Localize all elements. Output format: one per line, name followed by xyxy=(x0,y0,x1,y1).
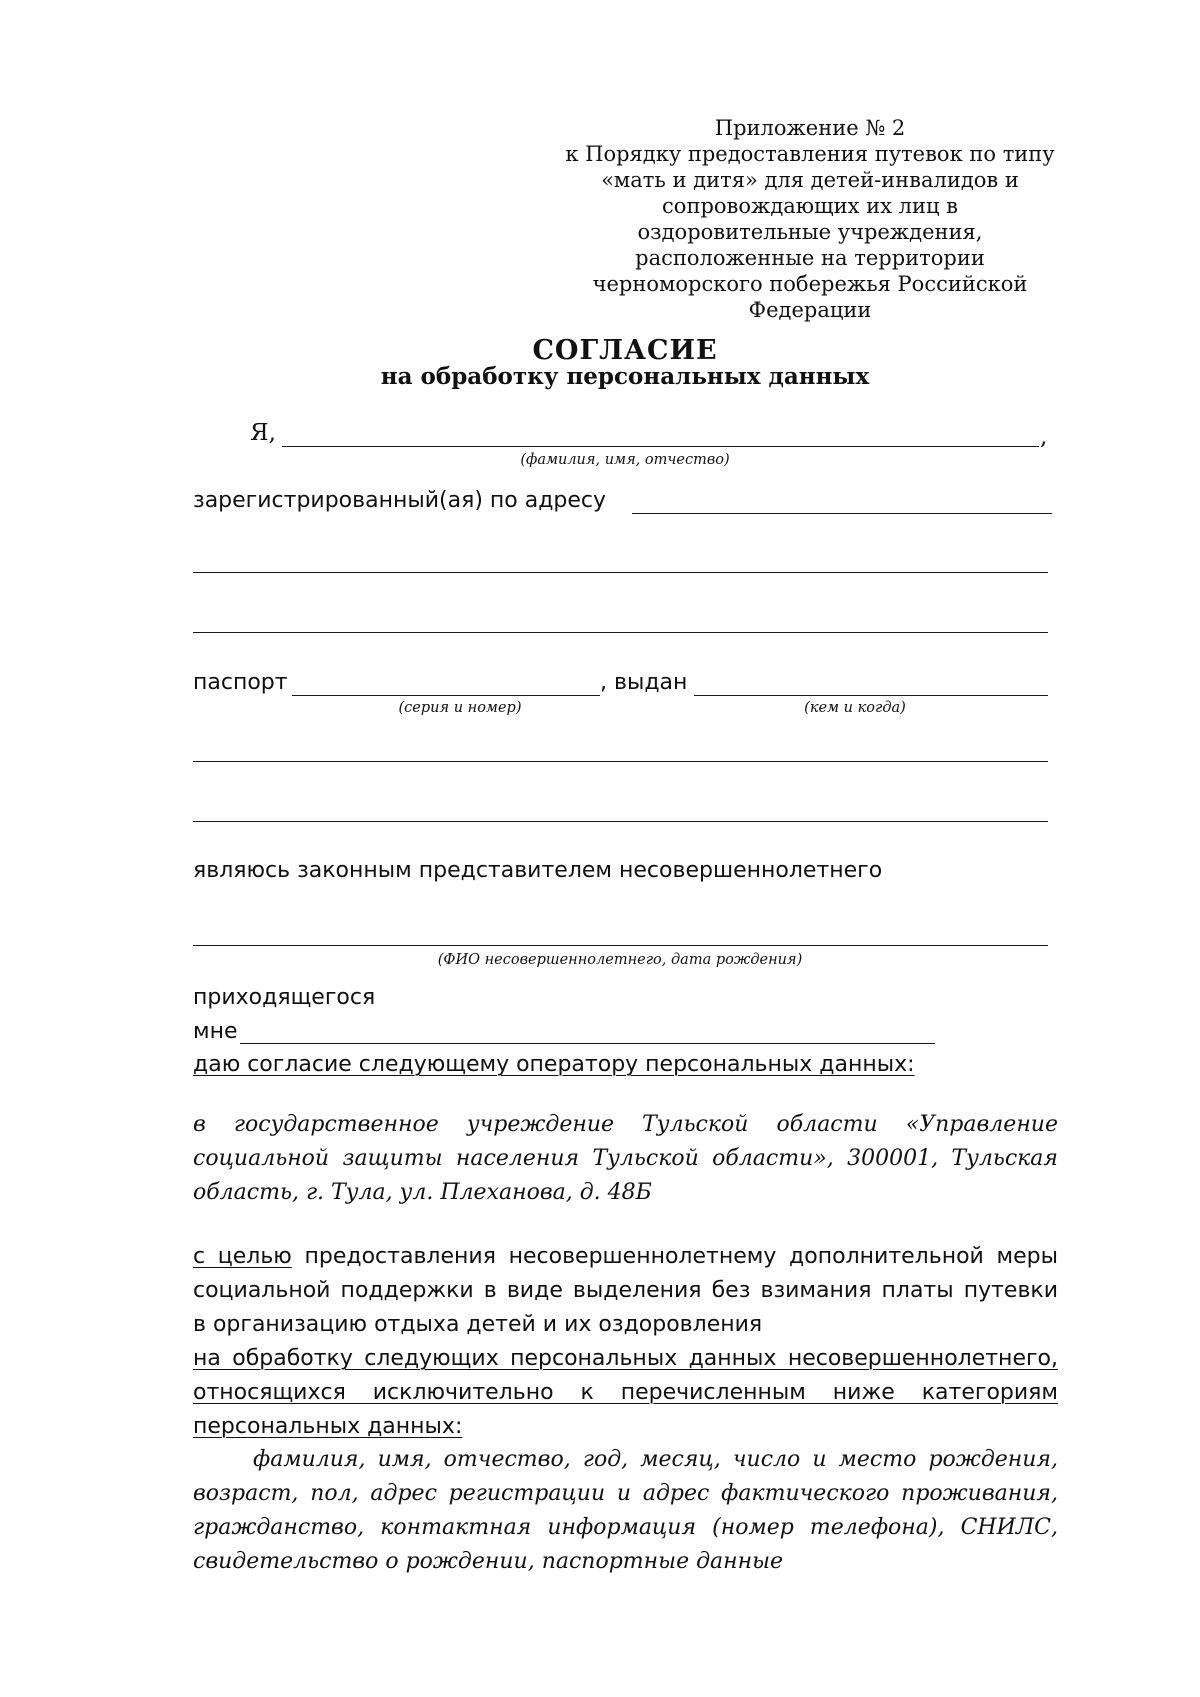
representative-label: являюсь законным представителем несовершеннолетнего xyxy=(193,858,883,883)
appendix-line: «мать и дитя» для детей-инвалидов и xyxy=(601,168,1019,192)
consent-operator-heading: даю согласие следующему оператору персональных данных: xyxy=(193,1052,915,1077)
fio-hint: (фамилия, имя, отчество) xyxy=(520,452,730,468)
operator-line: социальной защиты населения Тульской области», 300001, Тульская xyxy=(193,1146,1058,1171)
passport-label: паспорт xyxy=(193,670,288,695)
purpose-line-3: в организацию отдыха детей и их оздоровления xyxy=(193,1312,763,1337)
purpose-line-1-rest: предоставления несовершеннолетнему дополнительной меры xyxy=(291,1244,1058,1269)
passport-extra-line-1[interactable] xyxy=(193,761,1048,762)
categories-line: фамилия, имя, отчество, год, месяц, число и место рождения, xyxy=(253,1447,1058,1472)
minor-hint: (ФИО несовершеннолетнего, дата рождения) xyxy=(437,952,803,968)
categories-line: свидетельство о рождении, паспортные данные xyxy=(193,1549,784,1574)
address-field-line-2[interactable] xyxy=(193,572,1048,573)
passport-extra-line-2[interactable] xyxy=(193,821,1048,822)
categories-block xyxy=(193,1443,1058,1579)
categories-line: гражданство, контактная информация (номер телефона), СНИЛС, xyxy=(193,1515,1058,1540)
appendix-line: Федерации xyxy=(748,298,872,322)
appendix-line: оздоровительные учреждения, xyxy=(637,220,983,244)
address-field-line-1[interactable] xyxy=(632,513,1052,514)
passport-number-line[interactable] xyxy=(292,695,600,696)
categories-intro-line: персональных данных: xyxy=(193,1414,463,1439)
appendix-line: расположенные на территории xyxy=(635,246,985,270)
minor-fio-line[interactable] xyxy=(193,945,1048,946)
document-title: СОГЛАСИЕ xyxy=(532,335,718,366)
relation-label-2: мне xyxy=(193,1019,238,1044)
relation-field-line[interactable] xyxy=(240,1043,935,1044)
issued-hint: (кем и когда) xyxy=(804,700,906,716)
categories-intro-line: относящихся исключительно к перечисленным ниже категориям xyxy=(193,1380,1058,1405)
appendix-line: сопровождающих их лиц в xyxy=(662,194,958,218)
issued-by-line[interactable] xyxy=(694,695,1048,696)
purpose-line-1 xyxy=(193,1240,1058,1274)
passport-hint: (серия и номер) xyxy=(398,700,522,716)
operator-line: в государственное учреждение Тульской области «Управление xyxy=(193,1112,1058,1137)
appendix-line: Приложение № 2 xyxy=(714,116,906,140)
appendix-line: черноморского побережья Российской xyxy=(592,272,1028,296)
operator-block xyxy=(193,1108,1058,1210)
purpose-lead: с целью xyxy=(193,1244,292,1269)
issued-label: , выдан xyxy=(600,670,688,695)
categories-intro-line: на обработку следующих персональных данных несовершеннолетнего, xyxy=(193,1346,1058,1371)
i-label: Я, xyxy=(250,420,276,446)
purpose-block xyxy=(193,1240,1058,1342)
address-field-line-3[interactable] xyxy=(193,632,1048,633)
categories-intro xyxy=(193,1342,1058,1444)
appendix-header xyxy=(560,115,1060,323)
document-subtitle: на обработку персональных данных xyxy=(380,363,870,390)
categories-intro-line-wrap xyxy=(193,1410,1058,1444)
categories-line: возраст, пол, адрес регистрации и адрес фактического проживания, xyxy=(193,1481,1058,1506)
relation-label-1: приходящегося xyxy=(193,985,376,1010)
i-comma: , xyxy=(1040,424,1048,450)
purpose-line-2: социальной поддержки в виде выделения без взимания платы путевки xyxy=(193,1278,1058,1303)
appendix-line: к Порядку предоставления путевок по типу xyxy=(565,142,1055,166)
fio-field-line[interactable] xyxy=(282,446,1039,447)
address-label: зарегистрированный(ая) по адресу xyxy=(193,488,607,513)
operator-line: область, г. Тула, ул. Плеханова, д. 48Б xyxy=(193,1180,652,1205)
